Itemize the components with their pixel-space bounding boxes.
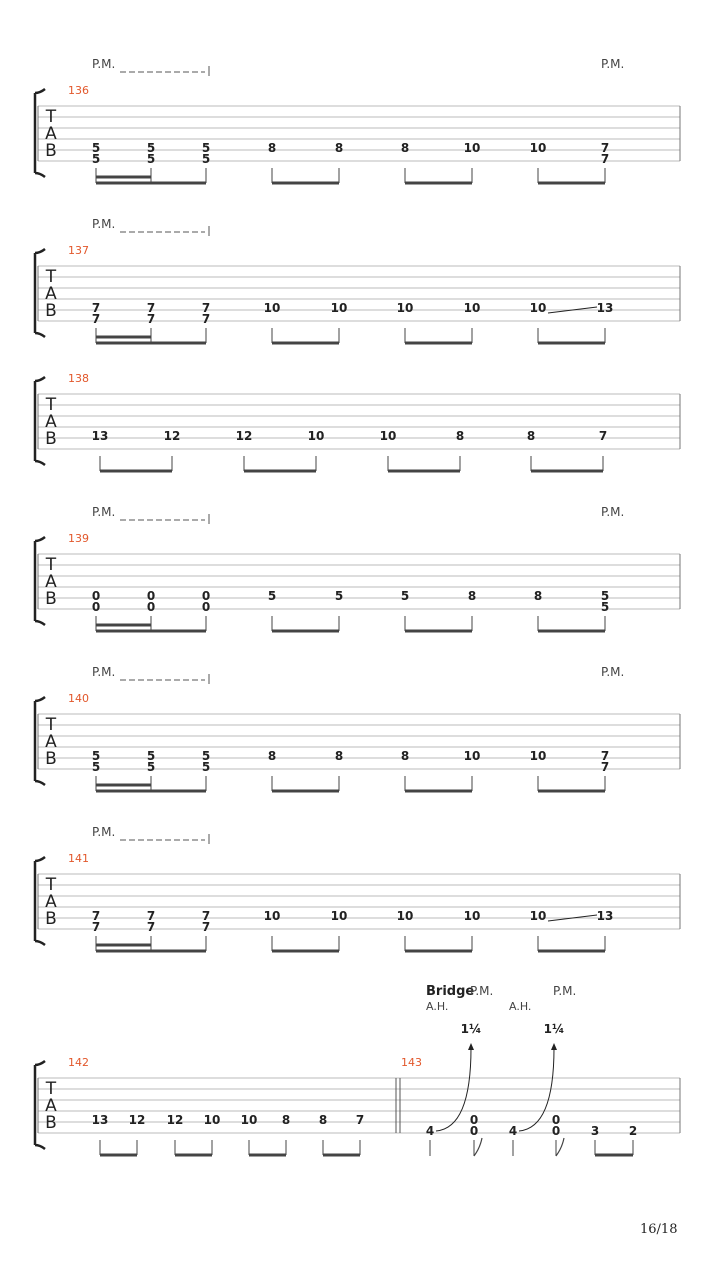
fret-number: 10: [240, 1113, 258, 1127]
tab-clef-letter: T: [45, 1079, 57, 1099]
fret-number: 10: [463, 141, 481, 155]
fret-number: 5: [201, 141, 211, 155]
fret-number: 5: [146, 760, 156, 774]
tab-clef-letter: T: [45, 107, 57, 127]
fret-number: 8: [281, 1113, 291, 1127]
fret-number: 5: [91, 152, 101, 166]
fret-number: 4: [508, 1124, 518, 1138]
tab-system-140: [35, 665, 680, 791]
palm-mute-marker: P.M.: [92, 505, 116, 519]
fret-number: 2: [628, 1124, 638, 1138]
fret-number: 10: [396, 301, 414, 315]
fret-number: 7: [201, 909, 211, 923]
fret-number: 5: [201, 749, 211, 763]
fret-number: 0: [201, 600, 211, 614]
fret-number: 10: [263, 909, 281, 923]
fret-number: 10: [307, 429, 325, 443]
fret-number: 10: [203, 1113, 221, 1127]
tab-system-137: [35, 217, 680, 343]
fret-number: 13: [91, 1113, 109, 1127]
fret-number: 0: [91, 589, 101, 603]
fret-number: 13: [596, 909, 614, 923]
staff-bracket: [35, 697, 45, 785]
fret-number: 7: [91, 301, 101, 315]
fret-number: 0: [146, 589, 156, 603]
palm-mute-marker: P.M.: [601, 57, 625, 71]
bend-amount: 1¼: [460, 1022, 482, 1036]
tab-system-139: [35, 505, 680, 631]
tab-clef-letter: A: [45, 892, 57, 912]
fret-number: 10: [263, 301, 281, 315]
palm-mute-marker: P.M.: [470, 984, 494, 998]
fret-number: 7: [598, 429, 608, 443]
fret-number: 12: [235, 429, 253, 443]
fret-number: 8: [533, 589, 543, 603]
fret-number: 10: [529, 301, 547, 315]
tab-clef-letter: A: [45, 412, 57, 432]
fret-number: 3: [590, 1124, 600, 1138]
fret-number: 8: [267, 749, 277, 763]
fret-number: 5: [267, 589, 277, 603]
palm-mute-marker: P.M.: [553, 984, 577, 998]
fret-number: 5: [146, 152, 156, 166]
tab-clef-letter: A: [45, 732, 57, 752]
fret-number: 0: [91, 600, 101, 614]
fret-number: 12: [166, 1113, 184, 1127]
bar-number: 139: [68, 532, 89, 545]
tab-clef-letter: T: [45, 875, 57, 895]
page-number: 16/18: [640, 1222, 678, 1237]
fret-number: 7: [600, 760, 610, 774]
tab-clef-letter: B: [45, 1113, 57, 1133]
fret-number: 0: [469, 1124, 479, 1138]
fret-number: 0: [551, 1124, 561, 1138]
palm-mute-marker: P.M.: [92, 217, 116, 231]
fret-number: 7: [201, 312, 211, 326]
fret-number: 8: [334, 749, 344, 763]
fret-number: 5: [91, 141, 101, 155]
artificial-harmonic-label: A.H.: [426, 1000, 449, 1013]
tab-clef-letter: B: [45, 749, 57, 769]
fret-number: 13: [596, 301, 614, 315]
tab-clef-letter: A: [45, 284, 57, 304]
tab-clef-letter: B: [45, 141, 57, 161]
fret-number: 8: [267, 141, 277, 155]
fret-number: 5: [146, 749, 156, 763]
fret-number: 4: [425, 1124, 435, 1138]
tab-system-141: [35, 825, 680, 951]
fret-number: 5: [201, 760, 211, 774]
tab-clef-letter: B: [45, 301, 57, 321]
section-label-bridge: Bridge: [426, 984, 475, 999]
bar-number: 136: [68, 84, 89, 97]
fret-number: 8: [400, 749, 410, 763]
bar-number: 143: [401, 1056, 422, 1069]
fret-number: 13: [91, 429, 109, 443]
bar-number: 140: [68, 692, 89, 705]
fret-number: 10: [529, 909, 547, 923]
fret-number: 10: [463, 301, 481, 315]
artificial-harmonic-label: A.H.: [509, 1000, 532, 1013]
fret-number: 5: [146, 141, 156, 155]
fret-number: 7: [146, 909, 156, 923]
tab-clef-letter: T: [45, 555, 57, 575]
fret-number: 8: [318, 1113, 328, 1127]
tab-clef-letter: A: [45, 124, 57, 144]
palm-mute-marker: P.M.: [92, 825, 116, 839]
fret-number: 8: [334, 141, 344, 155]
tab-system-138: [35, 372, 680, 471]
fret-number: 5: [600, 589, 610, 603]
bar-number: 141: [68, 852, 89, 865]
fret-number: 7: [600, 749, 610, 763]
tab-clef-letter: A: [45, 572, 57, 592]
bar-number: 142: [68, 1056, 89, 1069]
fret-number: 7: [146, 920, 156, 934]
fret-number: 10: [379, 429, 397, 443]
note-flag: [474, 1138, 482, 1156]
staff-bracket: [35, 377, 45, 465]
fret-number: 7: [146, 312, 156, 326]
fret-number: 10: [529, 749, 547, 763]
fret-number: 7: [201, 301, 211, 315]
tab-clef-letter: A: [45, 1096, 57, 1116]
fret-number: 8: [400, 141, 410, 155]
fret-number: 8: [526, 429, 536, 443]
fret-number: 0: [201, 589, 211, 603]
bend-arrowhead: [551, 1043, 557, 1050]
tab-clef-letter: B: [45, 909, 57, 929]
bar-number: 138: [68, 372, 89, 385]
fret-number: 7: [91, 920, 101, 934]
fret-number: 7: [355, 1113, 365, 1127]
bend-amount: 1¼: [543, 1022, 565, 1036]
fret-number: 8: [467, 589, 477, 603]
fret-number: 0: [469, 1113, 479, 1127]
fret-number: 0: [551, 1113, 561, 1127]
staff-bracket: [35, 249, 45, 337]
tab-clef-letter: T: [45, 267, 57, 287]
fret-number: 8: [455, 429, 465, 443]
fret-number: 7: [600, 152, 610, 166]
tab-clef-letter: T: [45, 715, 57, 735]
fret-number: 10: [396, 909, 414, 923]
tab-clef-letter: T: [45, 395, 57, 415]
fret-number: 10: [330, 909, 348, 923]
fret-number: 12: [128, 1113, 146, 1127]
fret-number: 5: [91, 749, 101, 763]
fret-number: 7: [600, 141, 610, 155]
fret-number: 12: [163, 429, 181, 443]
fret-number: 5: [600, 600, 610, 614]
fret-number: 10: [463, 749, 481, 763]
staff-bracket: [35, 537, 45, 625]
staff-bracket: [35, 1061, 45, 1149]
tab-system-142: [35, 984, 680, 1156]
palm-mute-marker: P.M.: [601, 505, 625, 519]
palm-mute-marker: P.M.: [92, 57, 116, 71]
fret-number: 5: [334, 589, 344, 603]
fret-number: 0: [146, 600, 156, 614]
fret-number: 10: [463, 909, 481, 923]
palm-mute-marker: P.M.: [601, 665, 625, 679]
tab-system-136: [35, 57, 680, 183]
staff-bracket: [35, 857, 45, 945]
fret-number: 10: [529, 141, 547, 155]
fret-number: 7: [91, 909, 101, 923]
staff-bracket: [35, 89, 45, 177]
tab-clef-letter: B: [45, 429, 57, 449]
bend-arrowhead: [468, 1043, 474, 1050]
tab-clef-letter: B: [45, 589, 57, 609]
fret-number: 5: [91, 760, 101, 774]
note-flag: [556, 1138, 564, 1156]
fret-number: 7: [91, 312, 101, 326]
fret-number: 5: [201, 152, 211, 166]
fret-number: 7: [146, 301, 156, 315]
fret-number: 7: [201, 920, 211, 934]
bar-number: 137: [68, 244, 89, 257]
fret-number: 5: [400, 589, 410, 603]
palm-mute-marker: P.M.: [92, 665, 116, 679]
fret-number: 10: [330, 301, 348, 315]
